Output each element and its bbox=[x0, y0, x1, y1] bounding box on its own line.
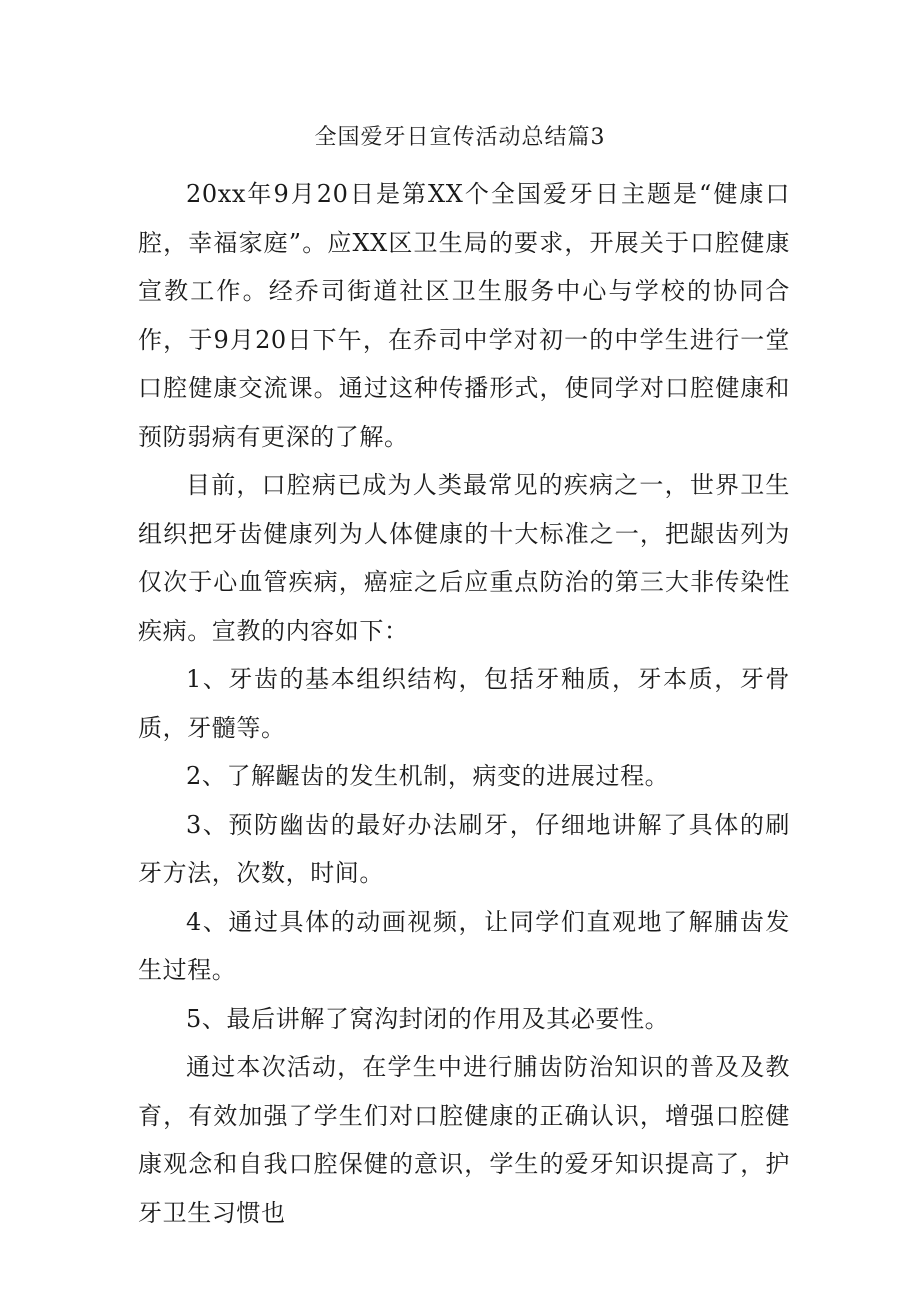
paragraph-conclusion: 通过本次活动，在学生中进行脯齿防治知识的普及及教育，有效加强了学生们对口腔健康的正确认识，增强口腔健康观念和自我口腔保健的意识，学生的爱牙知识提高了，护牙卫生习惯也 bbox=[138, 1053, 790, 1227]
list-item-5: 5、最后讲解了窝沟封闭的作用及其必要性。 bbox=[186, 1004, 670, 1033]
document-title: 全国爱牙日宣传活动总结篇3 bbox=[314, 125, 606, 150]
list-item-2: 2、了解齷齿的发生机制，病变的进展过程。 bbox=[186, 762, 670, 790]
list-item-1: 1、牙齿的基本组织结构，包括牙釉质，牙本质，牙骨质，牙髓等。 bbox=[138, 665, 790, 742]
paragraph-background: 目前，口腔病已成为人类最常见的疾病之一，世界卫生组织把牙齿健康列为人体健康的十大标准之一，把龈齿列为仅次于心血管疾病，癌症之后应重点防治的第三大非传染性疾病。宣教的内容如下： bbox=[138, 471, 790, 645]
document-body bbox=[138, 170, 790, 1237]
paragraph-intro: 20xx年9月20日是第XX个全国爱牙日主题是“健康口腔，幸福家庭”。应XX区卫生局的要求，开展关于口腔健康宣教工作。经乔司街道社区卫生服务中心与学校的协同合作，于9月20日下午，在乔司中学对初一的中学生进行一堂口腔健康交流课。通过这种传播形式，使同学对口腔健康和预防弱病有更深的了解。 bbox=[138, 180, 790, 451]
list-item-3: 3、预防幽齿的最好办法刷牙，仔细地讲解了具体的刷牙方法，次数，时间。 bbox=[138, 810, 790, 887]
list-item-4: 4、通过具体的动画视频，让同学们直观地了解脯齿发生过程。 bbox=[138, 907, 790, 984]
